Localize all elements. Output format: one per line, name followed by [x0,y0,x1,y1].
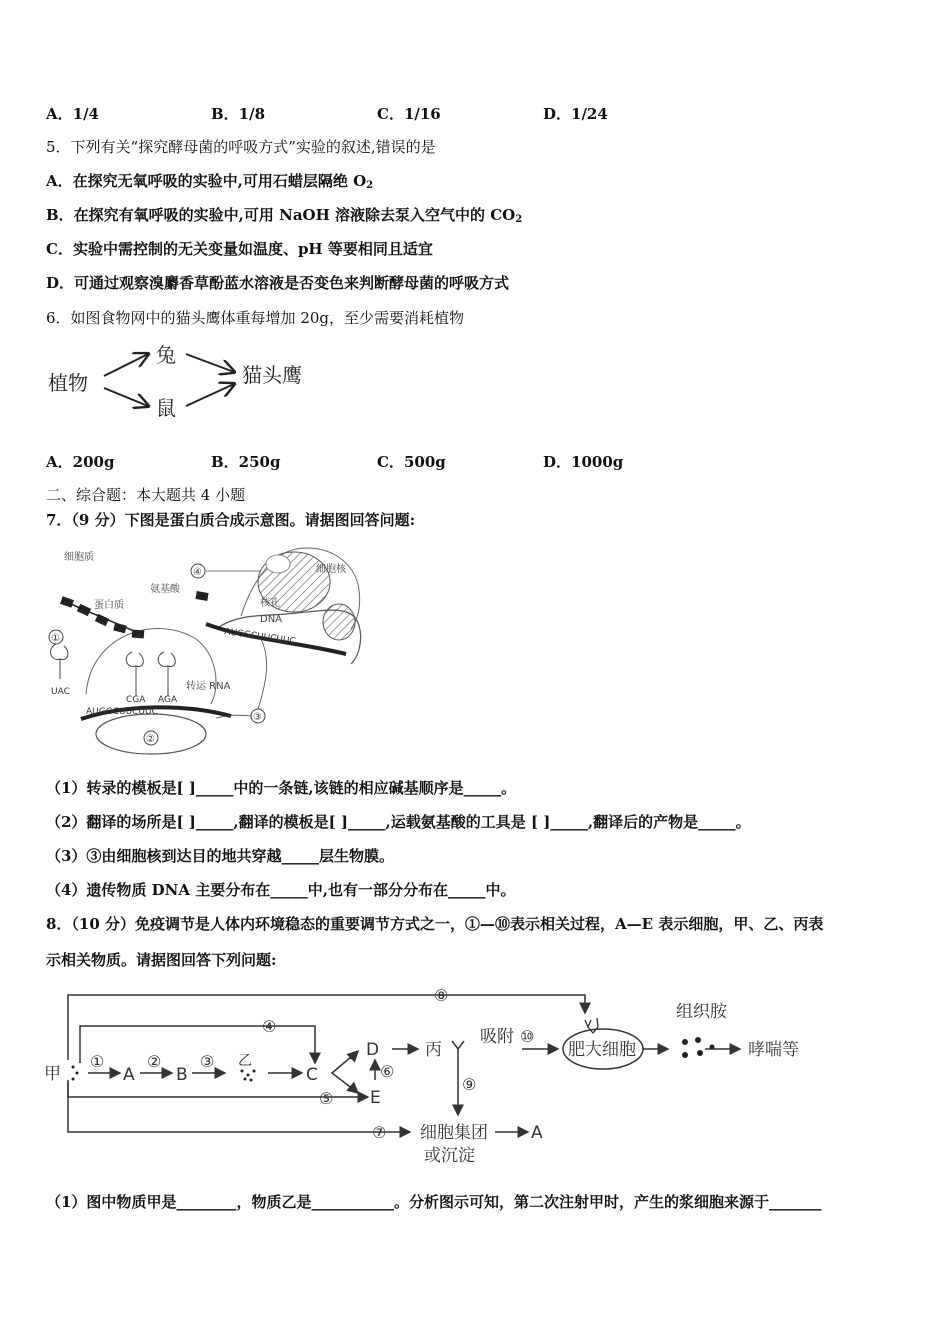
label-transport-rna: 转运 RNA [186,681,231,692]
label-2: ② [146,734,155,745]
label-protein: 蛋白质 [94,600,124,611]
substance-bing: 丙 [425,1040,442,1060]
mrna-sequence-nucleus: AUGGCUUCUUC [223,627,297,647]
food-web-rabbit: 兔 [156,343,176,367]
q7-part-4: （4）遗传物质 DNA 主要分布在_____中,也有一部分分布在_____中。 [46,881,516,899]
food-web-owl: 猫头鹰 [242,363,302,387]
q6-option-d: D．1000g [543,453,624,471]
label-adsorb: 吸附 [480,1027,514,1047]
process-6: ⑥ [380,1062,395,1081]
label-histamine: 组织胺 [676,1002,727,1022]
label-cytoplasm: 细胞质 [64,552,94,563]
process-2: ② [147,1052,162,1071]
cell-e: E [370,1088,381,1108]
label-3: ③ [253,712,262,723]
q6-stem: 6．如图食物网中的猫头鹰体重每增加 20g，至少需要消耗植物 [46,309,465,327]
q4-option-b: B．1/8 [211,105,266,123]
process-8: ⑧ [434,986,449,1005]
q5-option-a: A．在探究无氧呼吸的实验中,可用石蜡层隔绝 $O_2$ [46,172,374,191]
anticodon-aga: AGA [158,695,178,705]
q4-option-c: C．1/16 [377,105,441,123]
label-1: ① [51,633,60,644]
q8-part-1: （1）图中物质甲是________，物质乙是___________。分析图示可知，第二次注射甲时，产生的浆细胞来源于_______ [46,1193,822,1211]
label-nucleus: 细胞核 [316,564,346,575]
q7-stem: 7．（9 分）下图是蛋白质合成示意图。请据图回答问题: [46,511,416,529]
substance-jia: 甲 [44,1064,61,1084]
process-7: ⑦ [372,1123,387,1142]
label-amino-acid: 氨基酸 [150,584,180,595]
cell-c: C [306,1065,318,1085]
mrna-sequence-ribosome: AUGGCUUCUUC [86,707,158,717]
q7-part-3: （3）③由细胞核到达目的地共穿越_____层生物膜。 [46,847,394,865]
substance-yi: 乙 [238,1053,252,1069]
q7-part-1: （1）转录的模板是[ ]_____中的一条链,该链的相应碱基顺序是_____。 [46,779,517,797]
cell-b: B [176,1065,188,1085]
process-1: ① [90,1052,105,1071]
cell-a: A [123,1065,135,1085]
q8-stem-line-1: 8．（10 分）免疫调节是人体内环境稳态的重要调节方式之一，①—⑩表示相关过程，A—E 表示细胞，甲、乙、丙表 [46,915,824,933]
process-3: ③ [200,1052,215,1071]
q4-option-d: D．1/24 [543,105,608,123]
label-dna: DNA [260,614,283,625]
q6-option-c: C．500g [377,453,446,471]
cell-a-end: A [531,1123,543,1143]
label-4: ④ [193,567,202,578]
q7-part-2: （2）翻译的场所是[ ]_____,翻译的模板是[ ]_____,运载氨基酸的工具是 [ ]_____,翻译后的产物是_____。 [46,813,751,831]
q6-option-b: B．250g [211,453,281,471]
section-2-title: 二、综合题：本大题共 4 小题 [46,486,246,504]
process-10: ⑩ [520,1027,535,1046]
process-5: ⑤ [319,1089,334,1108]
q6-option-a: A．200g [46,453,115,471]
food-web-mouse: 鼠 [156,396,176,420]
q8-stem-line-2: 示相关物质。请据图回答下列问题: [46,951,277,969]
anticodon-uac: UAC [51,687,70,697]
cell-d: D [366,1040,380,1060]
food-web-plant: 植物 [48,371,88,395]
mast-cell: 肥大细胞 [568,1040,636,1060]
label-asthma: 哮喘等 [748,1040,799,1060]
q5-option-b: B．在探究有氧呼吸的实验中,可用 NaOH 溶液除去泵入空气中的 $CO_2$ [46,206,523,225]
label-precipitate: 或沉淀 [424,1146,475,1166]
process-9: ⑨ [462,1075,477,1094]
process-4: ④ [262,1017,277,1036]
q5-option-d: D．可通过观察溴麝香草酚蓝水溶液是否变色来判断酵母菌的呼吸方式 [46,274,510,292]
q4-option-a: A．1/4 [46,105,99,123]
food-web-diagram [46,340,316,425]
anticodon-cga: CGA [126,695,146,705]
immune-regulation-diagram [40,985,840,1170]
q5-option-c: C．实验中需控制的无关变量如温度、pH 等要相同且适宜 [46,240,433,258]
label-cell-clump: 细胞集团 [420,1123,488,1143]
q5-stem: 5．下列有关“探究酵母菌的呼吸方式”实验的叙述,错误的是 [46,138,436,156]
label-pore: 核孔 [260,598,280,609]
protein-synthesis-diagram [46,544,371,762]
